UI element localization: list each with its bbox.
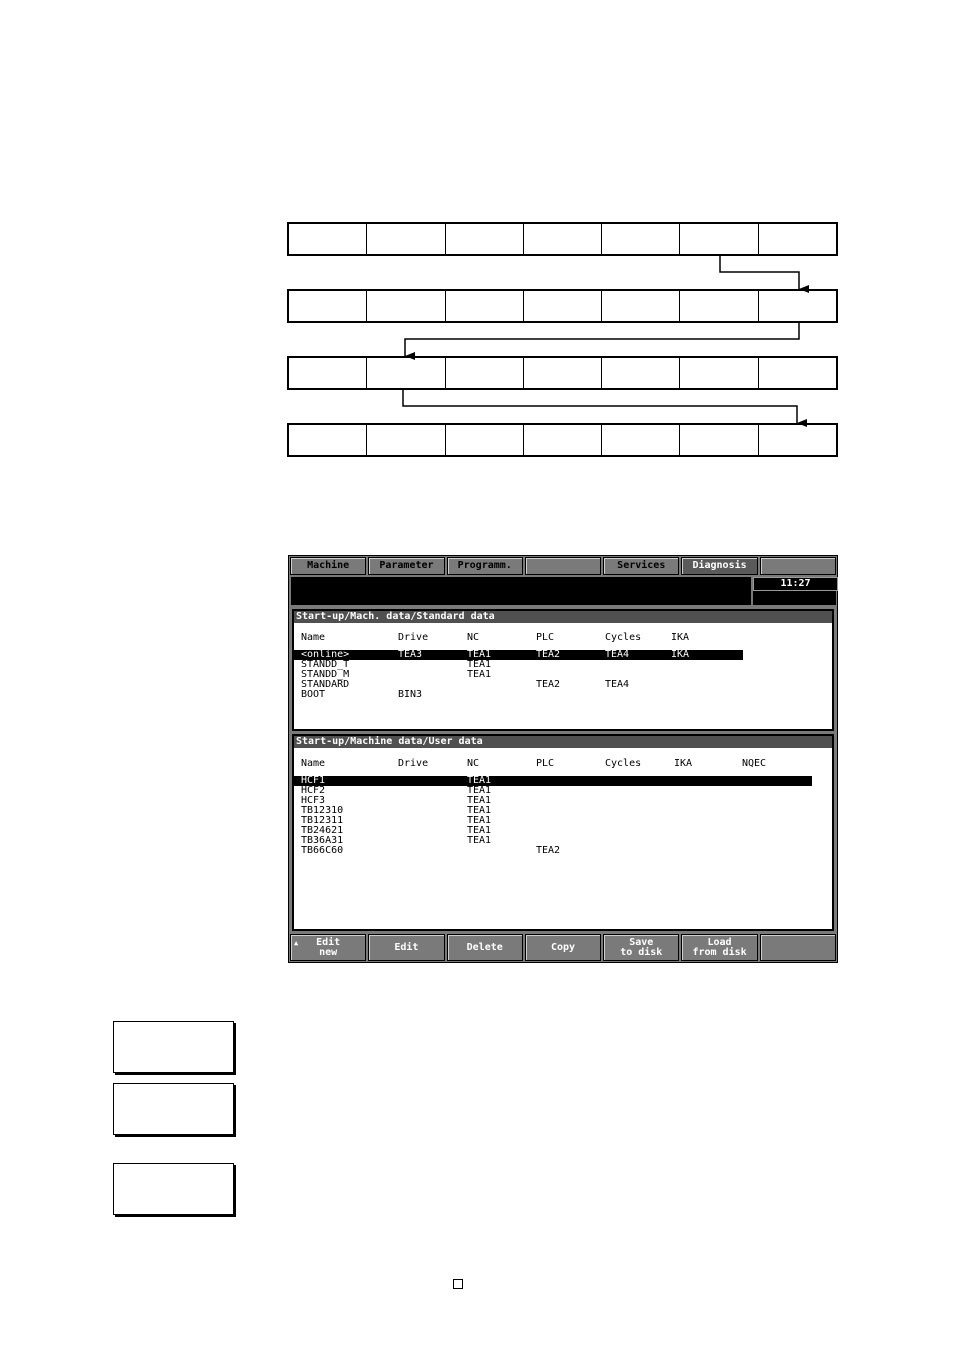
- col-plc: PLC: [536, 758, 555, 769]
- edit-new-label-1: Edit: [316, 936, 341, 948]
- clock: 11:27: [753, 577, 838, 591]
- softkey-row-4: [287, 423, 838, 457]
- cell: TEA2: [536, 649, 561, 660]
- col-nc: NC: [467, 632, 480, 643]
- col-drive: Drive: [398, 758, 429, 769]
- table-row[interactable]: [294, 776, 812, 786]
- table-row[interactable]: [294, 816, 832, 826]
- softkey-cell: [367, 224, 445, 254]
- blank-softkey[interactable]: [760, 934, 836, 961]
- cell: HCF3: [301, 795, 326, 806]
- recall-triangle-icon: ▲: [294, 939, 299, 947]
- softkey-cell: [524, 224, 602, 254]
- softkey-cell: [680, 425, 758, 455]
- cell: BOOT: [301, 689, 326, 700]
- cell: <online>: [301, 649, 350, 660]
- column-headers: [294, 633, 832, 643]
- cell: TB12311: [301, 815, 344, 826]
- col-nqec: NQEC: [742, 758, 767, 769]
- col-drive: Drive: [398, 632, 429, 643]
- user-data-panel: [292, 734, 834, 931]
- table-row[interactable]: [294, 846, 832, 856]
- softkey-cell: [602, 358, 680, 388]
- arrow-2: [405, 323, 799, 356]
- load-label-1: Load: [707, 936, 732, 948]
- softkey-cell: [680, 291, 758, 321]
- cnc-screen: [288, 555, 838, 963]
- table-row[interactable]: [294, 836, 832, 846]
- panel-title: Start-up/Mach. data/Standard data: [294, 611, 832, 623]
- softkey-cell: [759, 224, 836, 254]
- key-box-3: [113, 1163, 234, 1215]
- cell: TB36A31: [301, 835, 344, 846]
- col-name: Name: [301, 758, 326, 769]
- cell: IKA: [671, 649, 690, 660]
- table-row[interactable]: [294, 650, 743, 660]
- cell: TEA2: [536, 679, 561, 690]
- copy-button[interactable]: Copy: [525, 934, 601, 961]
- cell: TEA2: [536, 845, 561, 856]
- table-row[interactable]: [294, 786, 832, 796]
- key-box-2: [113, 1083, 234, 1135]
- key-box-1: [113, 1021, 234, 1073]
- cell: TB24621: [301, 825, 344, 836]
- tab-empty[interactable]: [525, 557, 601, 575]
- softkey-cell: [446, 291, 524, 321]
- tab-parameter[interactable]: Parameter: [368, 557, 444, 575]
- cell: TEA1: [467, 785, 492, 796]
- softkey-cell: [680, 224, 758, 254]
- softkey-cell: [446, 358, 524, 388]
- edit-new-label-2: new: [319, 946, 338, 958]
- cell: TEA3: [398, 649, 423, 660]
- save-label-2: to disk: [620, 946, 663, 958]
- save-to-disk-button[interactable]: [603, 934, 679, 961]
- edit-button[interactable]: Edit: [368, 934, 444, 961]
- table-row[interactable]: [294, 690, 832, 700]
- col-cycles: Cycles: [605, 758, 642, 769]
- load-from-disk-button[interactable]: [681, 934, 757, 961]
- tab-empty-2[interactable]: [760, 557, 836, 575]
- column-headers: [294, 759, 832, 769]
- arrow-3: [403, 390, 797, 423]
- softkey-cell: [602, 291, 680, 321]
- cell: TB12310: [301, 805, 344, 816]
- table-row[interactable]: [294, 826, 832, 836]
- cell: HCF2: [301, 785, 326, 796]
- tab-services[interactable]: Services: [603, 557, 679, 575]
- cell: STANDARD: [301, 679, 350, 690]
- col-nc: NC: [467, 758, 480, 769]
- col-cycles: Cycles: [605, 632, 642, 643]
- softkey-cell: [524, 425, 602, 455]
- col-plc: PLC: [536, 632, 555, 643]
- table-row[interactable]: [294, 670, 832, 680]
- cell: TEA1: [467, 835, 492, 846]
- page-marker-box: [453, 1279, 463, 1289]
- tab-diagnosis[interactable]: Diagnosis: [681, 557, 757, 575]
- cell: TEA1: [467, 775, 492, 786]
- softkey-row-1: [287, 222, 838, 256]
- cell: TB66C60: [301, 845, 344, 856]
- softkey-bar: [290, 934, 836, 961]
- table-row[interactable]: [294, 660, 832, 670]
- col-ika: IKA: [671, 632, 690, 643]
- col-name: Name: [301, 632, 326, 643]
- cell: HCF1: [301, 775, 326, 786]
- softkey-cell: [602, 224, 680, 254]
- cell: TEA1: [467, 805, 492, 816]
- message-bar: [291, 577, 751, 605]
- area-tabs: [290, 557, 836, 575]
- cell: TEA1: [467, 669, 492, 680]
- softkey-cell: [759, 358, 836, 388]
- load-label-2: from disk: [692, 946, 747, 958]
- softkey-cell: [289, 358, 367, 388]
- cell: TEA1: [467, 659, 492, 670]
- softkey-cell: [367, 358, 445, 388]
- table-row[interactable]: [294, 806, 832, 816]
- softkey-row-2: [287, 289, 838, 323]
- save-label-1: Save: [629, 936, 654, 948]
- status-field: [753, 591, 836, 605]
- table-row[interactable]: [294, 796, 832, 806]
- cell: TEA1: [467, 825, 492, 836]
- softkey-row-3: [287, 356, 838, 390]
- cell: TEA1: [467, 649, 492, 660]
- delete-button[interactable]: Delete: [447, 934, 523, 961]
- softkey-cell: [289, 224, 367, 254]
- softkey-cell: [524, 358, 602, 388]
- softkey-cell: [446, 224, 524, 254]
- softkey-cell: [759, 291, 836, 321]
- softkey-cell: [446, 425, 524, 455]
- softkey-cell: [289, 291, 367, 321]
- cell: TEA1: [467, 815, 492, 826]
- cell: STANDD_M: [301, 669, 350, 680]
- cell: BIN3: [398, 689, 423, 700]
- panel-title: Start-up/Machine data/User data: [294, 736, 832, 748]
- cell: TEA4: [605, 649, 630, 660]
- softkey-cell: [759, 425, 836, 455]
- cell: TEA1: [467, 795, 492, 806]
- tab-programm[interactable]: Programm.: [447, 557, 523, 575]
- arrow-1: [720, 256, 799, 289]
- softkey-cell: [680, 358, 758, 388]
- softkey-cell: [289, 425, 367, 455]
- col-ika: IKA: [674, 758, 693, 769]
- cell: STANDD_T: [301, 659, 350, 670]
- tab-machine[interactable]: Machine: [290, 557, 366, 575]
- softkey-cell: [367, 425, 445, 455]
- cell: TEA4: [605, 679, 630, 690]
- softkey-cell: [524, 291, 602, 321]
- standard-data-panel: [292, 609, 834, 731]
- table-row[interactable]: [294, 680, 832, 690]
- softkey-cell: [367, 291, 445, 321]
- edit-new-button[interactable]: [290, 934, 366, 961]
- softkey-cell: [602, 425, 680, 455]
